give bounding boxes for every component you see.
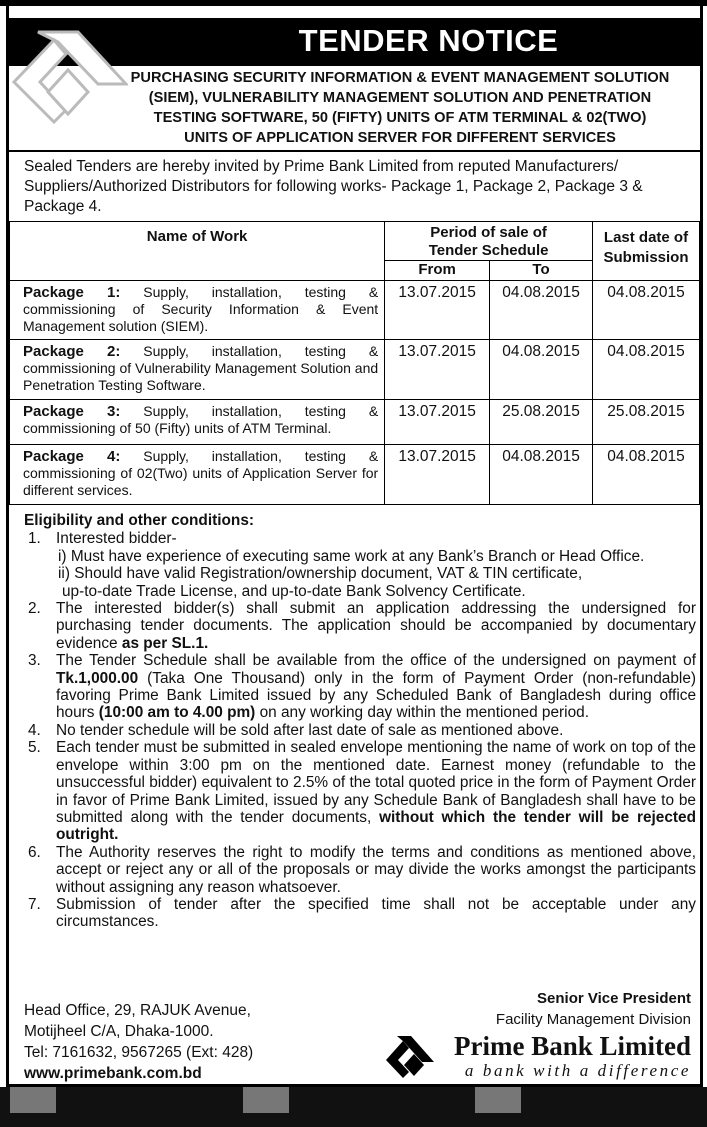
condition-item — [24, 530, 696, 547]
condition-item — [24, 722, 696, 739]
condition-number: 1. — [28, 530, 41, 548]
bottom-gray-block — [243, 1087, 289, 1113]
page-title: TENDER NOTICE — [298, 23, 559, 58]
signatory-division: Facility Management Division — [495, 1011, 691, 1028]
bank-tagline: a bank with a difference — [464, 1061, 691, 1080]
subject-line: UNITS OF APPLICATION SERVER FOR DIFFERENT SERVICES — [184, 130, 616, 146]
table-row — [10, 400, 700, 445]
package-label: Package 1: — [23, 284, 121, 301]
signatory-block — [496, 988, 691, 1030]
condition-number: 7. — [28, 895, 41, 913]
condition-text: Interested bidder- — [56, 530, 177, 548]
condition-text: The Tender Schedule shall be available from the office of the undersigned on payment of — [56, 652, 696, 670]
subject-line: PURCHASING SECURITY INFORMATION & EVENT MANAGEMENT SOLUTION — [130, 70, 670, 86]
condition-number: 2. — [28, 600, 41, 618]
to-date: 25.08.2015 — [490, 400, 593, 445]
intro-paragraph: Sealed Tenders are hereby invited by Prime Bank Limited from reputed Manufacturers/ Suppliers/Authorized Distributors for following works- Package 1, Package 2, Package 3 & Package 4. — [24, 158, 643, 215]
telephone: Tel: 7161632, 9567265 (Ext: 428) — [24, 1044, 254, 1061]
condition-text: The Authority reserves the right to modify the terms and conditions as mentioned above, accept or reject any or all of the proposals or may divide the works amongst the participants without assigning any reason whatsoever. — [56, 843, 696, 896]
bottom-gray-block — [10, 1087, 56, 1113]
package-desc: Supply, installation, testing & commissioning of Security Information & Event Management solution (SIEM). — [23, 284, 379, 334]
condition-subitem: ii) Should have valid Registration/ownership document, VAT & TIN certificate, — [58, 565, 583, 583]
to-date: 04.08.2015 — [490, 445, 593, 505]
work-description — [10, 445, 385, 505]
last-date: 25.08.2015 — [593, 400, 700, 445]
table-row — [10, 281, 700, 340]
package-label: Package 4: — [23, 448, 121, 465]
work-description — [10, 281, 385, 340]
from-date: 13.07.2015 — [385, 340, 490, 400]
condition-subitem: i) Must have experience of executing same work at any Bank’s Branch or Head Office. — [58, 547, 645, 565]
last-date: 04.08.2015 — [593, 445, 700, 505]
condition-text: No tender schedule will be sold after last date of sale as mentioned above. — [56, 721, 564, 739]
header-name-of-work: Name of Work — [10, 222, 385, 281]
condition-item — [24, 600, 696, 652]
condition-number: 3. — [28, 652, 41, 670]
from-date: 13.07.2015 — [385, 400, 490, 445]
condition-text: The interested bidder(s) shall submit an application addressing the undersigned for purchasing tender documents. The application should be accompanied by documentary evidence — [56, 600, 696, 652]
subject-heading — [100, 68, 700, 148]
condition-number: 6. — [28, 843, 41, 861]
condition-bold: as per SL.1. — [121, 634, 209, 652]
condition-text: on any working day within the mentioned period. — [255, 704, 589, 722]
condition-bold: without which the tender will be rejected outright. — [56, 808, 696, 844]
work-description — [10, 340, 385, 400]
header-last-date: Last date of Submission — [593, 222, 700, 281]
bottom-bar — [0, 1087, 707, 1127]
package-label: Package 3: — [23, 403, 121, 420]
work-description — [10, 400, 385, 445]
table-row — [10, 445, 700, 505]
from-date: 13.07.2015 — [385, 281, 490, 340]
condition-text: Submission of tender after the specified time shall not be acceptable under any circumstances. — [56, 895, 696, 931]
condition-bold: Tk.1,000.00 — [56, 669, 139, 687]
condition-item — [24, 896, 696, 931]
condition-bold: (10:00 am to 4.00 pm) — [98, 704, 256, 722]
works-table — [9, 221, 700, 505]
subject-line: TESTING SOFTWARE, 50 (FIFTY) UNITS OF ATM TERMINAL & 02(TWO) — [153, 110, 647, 126]
prime-bank-logo-icon — [384, 1032, 436, 1078]
header-to: To — [490, 261, 593, 281]
condition-item — [24, 739, 696, 843]
conditions-section — [24, 512, 696, 931]
to-date: 04.08.2015 — [490, 340, 593, 400]
bank-name: Prime Bank Limited — [454, 1031, 691, 1061]
table-row — [10, 340, 700, 400]
package-desc: Supply, installation, testing & commissioning of 02(Two) units of Application Server for different services. — [23, 448, 379, 498]
website-link[interactable]: www.primebank.com.bd — [24, 1065, 202, 1082]
header-period: Period of sale of Tender Schedule — [385, 222, 593, 261]
signatory-position: Senior Vice President — [537, 990, 691, 1007]
package-desc: Supply, installation, testing & commissioning of 50 (Fifty) units of ATM Terminal. — [23, 403, 379, 436]
last-date: 04.08.2015 — [593, 281, 700, 340]
package-desc: Supply, installation, testing & commissioning of Vulnerability Management Solution and Penetration Testing Software. — [23, 343, 379, 393]
condition-number: 4. — [28, 721, 41, 739]
header-from: From — [385, 261, 490, 281]
to-date: 04.08.2015 — [490, 281, 593, 340]
package-label: Package 2: — [23, 343, 121, 360]
condition-text: Each tender must be submitted in sealed envelope mentioning the name of work on top of the envelope within 3:00 pm on the mentioned date. Earnest money (refundable to the unsuccessful bidder) equivalent to 2.5% of the total quoted price in the form of Payment Order in favor of Prime Bank Limited, issued by any Schedule Bank of Bangladesh shall have to be submitted along with the tender documents, — [56, 739, 696, 826]
condition-text: (Taka One Thousand) only in the form of Payment Order (non-refundable) favoring Prime Bank Limited issued by any Scheduled Bank of Bangladesh during office hours — [56, 669, 696, 722]
condition-item — [24, 652, 696, 722]
condition-item — [24, 844, 696, 896]
from-date: 13.07.2015 — [385, 445, 490, 505]
last-date: 04.08.2015 — [593, 340, 700, 400]
condition-number: 5. — [28, 739, 41, 757]
address-line: Head Office, 29, RAJUK Avenue, — [24, 1002, 251, 1019]
address-line: Motijheel C/A, Dhaka-1000. — [24, 1023, 214, 1040]
subject-line: (SIEM), VULNERABILITY MANAGEMENT SOLUTION AND PENETRATION — [148, 90, 652, 106]
bottom-gray-block — [475, 1087, 521, 1113]
conditions-heading: Eligibility and other conditions: — [24, 512, 255, 529]
condition-subitem-cont: up-to-date Trade License, and up-to-date Bank Solvency Certificate. — [62, 582, 526, 600]
divider — [9, 150, 700, 152]
contact-block — [24, 1000, 253, 1084]
